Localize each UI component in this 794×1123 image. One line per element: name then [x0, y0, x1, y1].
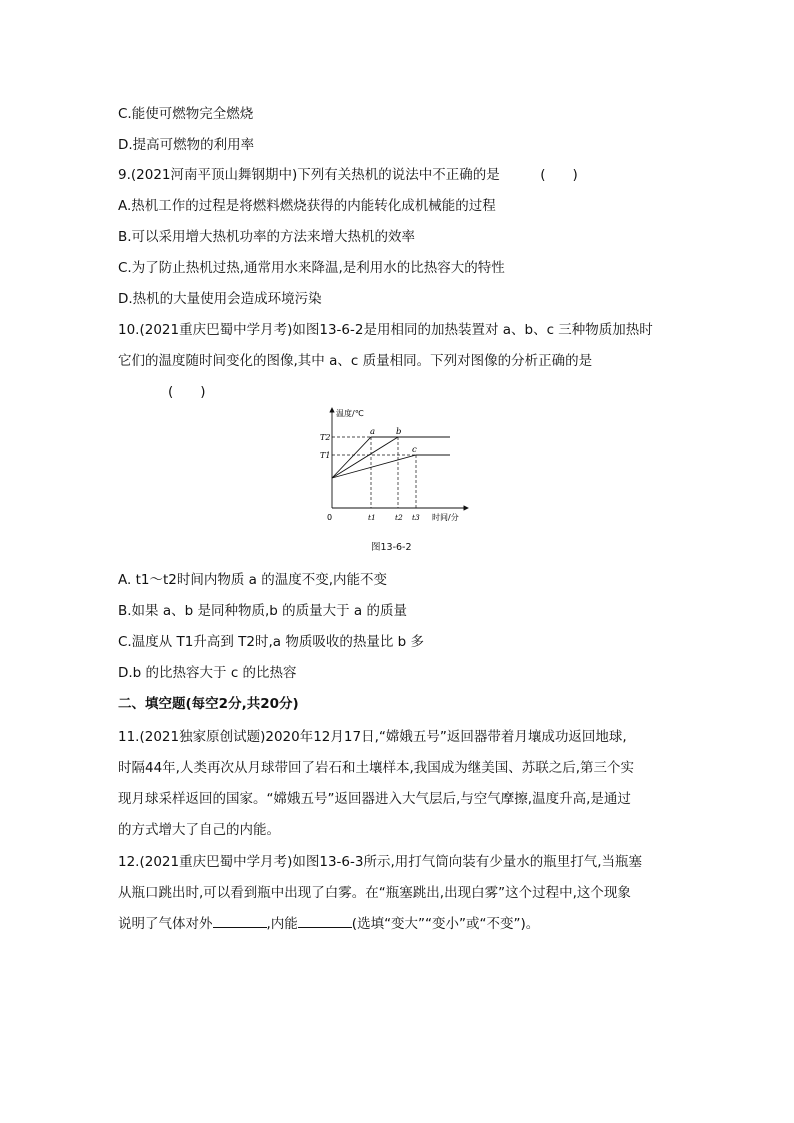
option-a-q9: A.热机工作的过程是将燃料燃烧获得的内能转化成机械能的过程 [118, 198, 496, 214]
temperature-time-graph [312, 404, 472, 526]
question-12-line2: 从瓶口跳出时,可以看到瓶中出现了白雾。在“瓶塞跳出,出现白雾”这个过程中,这个现象 [118, 885, 631, 901]
option-c-q9: C.为了防止热机过热,通常用水来降温,是利用水的比热容大的特性 [118, 260, 505, 276]
section-title: 二、填空题(每空2分,共20分) [118, 696, 299, 712]
curve-label-b: b [396, 427, 402, 437]
tick-t2: T2 [320, 433, 331, 442]
q12-suffix: (选填“变大”“变小”或“不变”)。 [351, 916, 540, 932]
curve-label-c: c [412, 445, 417, 455]
question-11-line2: 时隔44年,人类再次从月球带回了岩石和土壤样本,我国成为继美国、苏联之后,第三个实 [118, 760, 635, 776]
tick-time-t3: t3 [412, 513, 420, 522]
tick-t1: T1 [320, 451, 331, 460]
curve-a [332, 437, 450, 478]
option-a-q10: A. t1～t2时间内物质 a 的温度不变,内能不变 [118, 572, 387, 588]
option-c-q8: C.能使可燃物完全燃烧 [118, 106, 254, 122]
question-9: 9.(2021河南平顶山舞钢期中)下列有关热机的说法中不正确的是 ( ) [118, 167, 578, 183]
blank-2[interactable] [298, 914, 352, 928]
question-12-line1: 12.(2021重庆巴蜀中学月考)如图13-6-3所示,用打气筒向装有少量水的瓶里打气,当瓶塞 [118, 854, 643, 870]
origin-label: 0 [327, 513, 333, 522]
blank-1[interactable] [213, 914, 267, 928]
option-b-q10: B.如果 a、b 是同种物质,b 的质量大于 a 的质量 [118, 603, 407, 619]
q12-middle: ,内能 [266, 916, 298, 932]
option-d-q9: D.热机的大量使用会造成环境污染 [118, 291, 322, 307]
question-11-line4: 的方式增大了自己的内能。 [118, 822, 280, 838]
question-12-line3 [118, 914, 539, 934]
y-axis-label: 温度/℃ [336, 409, 364, 418]
figure-caption: 图13-6-2 [371, 542, 412, 553]
option-b-q9: B.可以采用增大热机功率的方法来增大热机的效率 [118, 229, 416, 245]
option-c-q10: C.温度从 T1升高到 T2时,a 物质吸收的热量比 b 多 [118, 634, 424, 650]
tick-time-t2: t2 [395, 513, 403, 522]
x-axis-label: 时间/分 [432, 513, 459, 522]
option-d-q8: D.提高可燃物的利用率 [118, 137, 255, 153]
option-d-q10: D.b 的比热容大于 c 的比热容 [118, 665, 297, 681]
answer-bracket-q10: ( ) [168, 384, 206, 400]
curve-label-a: a [370, 427, 376, 437]
q12-prefix: 说明了气体对外 [118, 916, 213, 932]
question-10-line1: 10.(2021重庆巴蜀中学月考)如图13-6-2是用相同的加热装置对 a、b、c 三种物质加热时 [118, 322, 653, 338]
question-11-line3: 现月球采样返回的国家。“嫦娥五号”返回器进入大气层后,与空气摩擦,温度升高,是通过 [118, 791, 631, 807]
question-11-line1: 11.(2021独家原创试题)2020年12月17日,“嫦娥五号”返回器带着月壤成功返回地球, [118, 729, 627, 745]
question-10-line2: 它们的温度随时间变化的图像,其中 a、c 质量相同。下列对图像的分析正确的是 [118, 353, 593, 369]
tick-time-t1: t1 [368, 513, 376, 522]
